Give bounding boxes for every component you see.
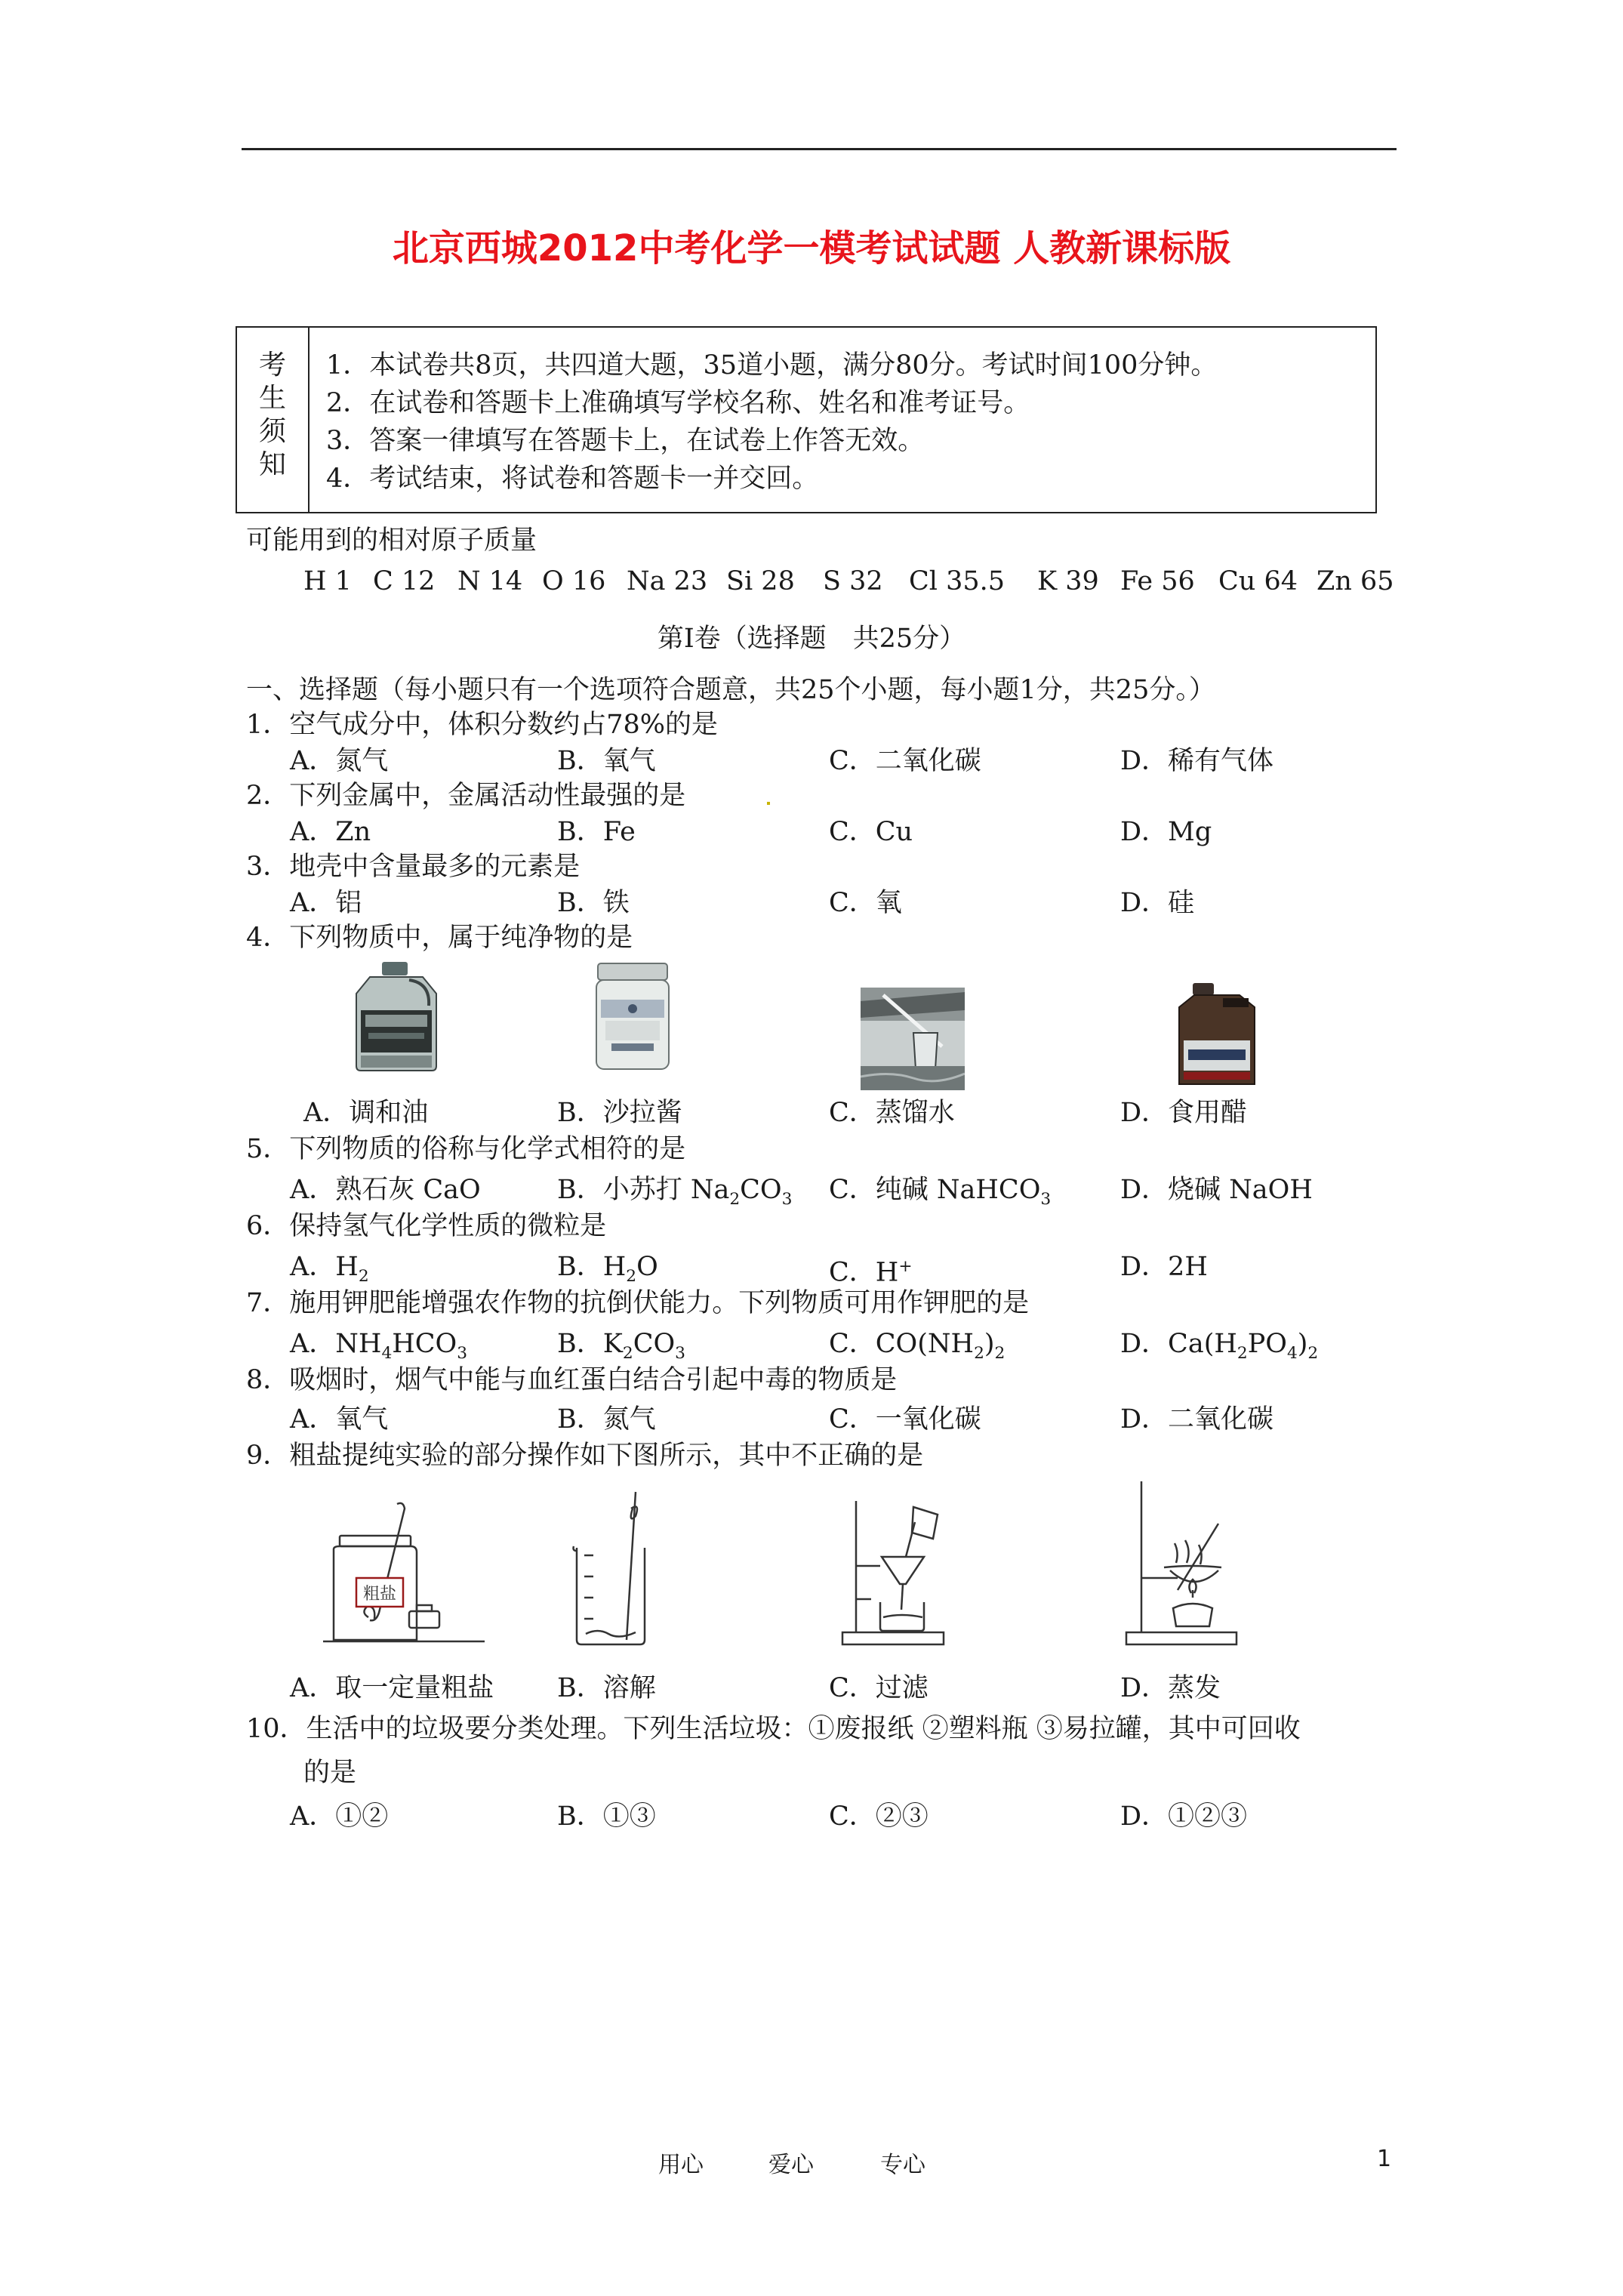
notice-item: 4．考试结束，将试卷和答题卡一并交回。 — [326, 464, 819, 494]
option-a: A．铝 — [290, 888, 362, 918]
atomic-mass: Fe 56 — [1120, 566, 1195, 596]
atomic-mass: K 39 — [1037, 566, 1099, 596]
option-c: C．Cu — [829, 817, 913, 847]
question-stem: 8．吸烟时，烟气中能与血红蛋白结合引起中毒的物质是 — [246, 1365, 898, 1395]
atomic-mass-heading: 可能用到的相对原子质量 — [246, 525, 537, 556]
formula-text: ) — [1297, 1329, 1308, 1359]
option-d: D．蒸发 — [1120, 1673, 1221, 1703]
oil-bottle-image — [347, 960, 445, 1072]
atomic-mass: Si 28 — [726, 566, 795, 596]
option-c: C．过滤 — [829, 1673, 929, 1703]
option-c: C．②③ — [829, 1801, 929, 1832]
option-d: D．稀有气体 — [1120, 746, 1274, 776]
option-c: C．蒸馏水 — [829, 1098, 955, 1128]
option-a: A．氮气 — [290, 746, 389, 776]
question-stem: 6．保持氢气化学性质的微粒是 — [246, 1211, 607, 1241]
question-stem: 2．下列金属中，金属活动性最强的是 — [246, 781, 686, 811]
option-b: B．氧气 — [557, 746, 656, 776]
formula-superscript: + — [898, 1257, 913, 1276]
option-c — [829, 1173, 1051, 1216]
stray-dot — [767, 802, 770, 805]
formula-subscript: 2 — [358, 1267, 369, 1286]
option-b: B．Fe — [557, 817, 636, 847]
option-d: D．食用醋 — [1120, 1098, 1248, 1128]
jar-label: 粗盐 — [362, 1585, 397, 1604]
option-a: A．取一定量粗盐 — [290, 1673, 494, 1703]
formula-text: CO — [740, 1175, 782, 1205]
header-rule — [242, 148, 1397, 150]
formula-text: PO — [1247, 1329, 1287, 1359]
option-a: A．①② — [290, 1801, 389, 1832]
formula-subscript: 2 — [729, 1190, 741, 1209]
question-stem: 10．生活中的垃圾要分类处理。下列生活垃圾：①废报纸 ②塑料瓶 ③易拉罐，其中可回收 — [246, 1714, 1301, 1744]
atomic-mass: H 1 — [303, 566, 352, 596]
formula-subscript: 2 — [994, 1344, 1006, 1363]
option-c: C．二氧化碳 — [829, 746, 981, 776]
formula-text: HCO — [392, 1329, 457, 1359]
formula-text: C．H — [829, 1257, 899, 1288]
option-d: D．2H — [1120, 1252, 1208, 1282]
formula-subscript: 2 — [1307, 1344, 1319, 1363]
notice-label — [255, 349, 290, 482]
option-c — [829, 1250, 912, 1290]
atomic-mass: O 16 — [542, 566, 606, 596]
question-stem: 7．施用钾肥能增强农作物的抗倒伏能力。下列物质可用作钾肥的是 — [246, 1288, 1030, 1318]
formula-subscript: 3 — [457, 1344, 468, 1363]
notice-item: 1．本试卷共8页，共四道大题，35道小题，满分80分。考试时间100分钟。 — [326, 350, 1218, 381]
option-a: A．熟石灰 CaO — [290, 1175, 481, 1205]
footer-motto: 用心 — [658, 2152, 704, 2178]
formula-text: B．小苏打 Na — [557, 1175, 730, 1205]
option-b: B．溶解 — [557, 1673, 656, 1703]
evaporation-diagram — [1125, 1480, 1238, 1647]
footer-motto: 专心 — [880, 2152, 925, 2178]
option-c: C．一氧化碳 — [829, 1404, 981, 1435]
formula-text: B．K — [557, 1329, 623, 1359]
atomic-mass: Cu 64 — [1218, 566, 1298, 596]
footer-motto: 爱心 — [768, 2152, 814, 2178]
option-d: D．①②③ — [1120, 1801, 1248, 1832]
notice-label-char: 须 — [258, 416, 286, 447]
formula-subscript: 2 — [626, 1267, 637, 1286]
option-a: A．氧气 — [290, 1404, 389, 1435]
atomic-mass: S 32 — [823, 566, 883, 596]
formula-text: A．H — [290, 1252, 359, 1282]
notice-label-char: 考 — [258, 350, 286, 381]
dissolving-beaker-diagram — [571, 1486, 649, 1647]
formula-subscript: 3 — [781, 1190, 793, 1209]
option-b: B．氮气 — [557, 1404, 656, 1435]
option-d: D．Mg — [1120, 817, 1212, 847]
formula-text: CO — [633, 1329, 676, 1359]
formula-subscript: 3 — [1040, 1190, 1052, 1209]
distilled-water-image — [861, 988, 965, 1090]
formula-text: A．NH — [290, 1329, 382, 1359]
vinegar-jug-image — [1169, 982, 1265, 1087]
question-stem: 1．空气成分中，体积分数约占78%的是 — [246, 710, 719, 740]
option-b: B．沙拉酱 — [557, 1098, 682, 1128]
notice-label-char: 知 — [258, 449, 286, 480]
salad-dressing-jar-image — [593, 962, 672, 1072]
formula-text: C．纯碱 NaHCO — [829, 1175, 1041, 1205]
formula-subscript: 2 — [622, 1344, 633, 1363]
question-stem: 3．地壳中含量最多的元素是 — [246, 852, 581, 882]
formula-text: D．Ca(H — [1120, 1329, 1237, 1359]
formula-text: ) — [984, 1329, 995, 1359]
atomic-mass: Cl 35.5 — [909, 566, 1006, 596]
option-b: B．①③ — [557, 1801, 656, 1832]
option-d: D．二氧化碳 — [1120, 1404, 1274, 1435]
question-stem-continued: 的是 — [303, 1758, 357, 1788]
atomic-mass: Zn 65 — [1317, 566, 1394, 596]
atomic-mass: C 12 — [373, 566, 436, 596]
page-number: 1 — [1377, 2146, 1392, 2172]
atomic-mass: N 14 — [457, 566, 523, 596]
formula-subscript: 4 — [1286, 1344, 1298, 1363]
section-instruction: 一、选择题（每小题只有一个选项符合题意，共25个小题，每小题1分，共25分。） — [246, 675, 1215, 705]
salt-jar-spoon-diagram — [323, 1499, 485, 1650]
option-a: A．Zn — [290, 817, 371, 847]
formula-text: O — [636, 1252, 658, 1282]
page-title: 北京西城2012中考化学一模考试试题 人教新课标版 — [392, 227, 1231, 270]
formula-text: B．H — [557, 1252, 627, 1282]
question-stem: 4．下列物质中，属于纯净物的是 — [246, 923, 633, 953]
question-stem: 5．下列物质的俗称与化学式相符的是 — [246, 1134, 686, 1164]
atomic-mass: Na 23 — [627, 566, 708, 596]
notice-label-char: 生 — [258, 383, 286, 414]
formula-subscript: 2 — [1236, 1344, 1248, 1363]
option-b: B．铁 — [557, 888, 630, 918]
option-a: A．调和油 — [303, 1098, 429, 1128]
section-title: 第Ⅰ卷（选择题 共25分） — [657, 624, 966, 654]
option-d — [1120, 1327, 1318, 1370]
formula-text: C．CO(NH — [829, 1329, 975, 1359]
option-c: C．氧 — [829, 888, 902, 918]
option-d: D．烧碱 NaOH — [1120, 1175, 1313, 1205]
formula-subscript: 2 — [974, 1344, 984, 1363]
notice-item: 2．在试卷和答题卡上准确填写学校名称、姓名和准考证号。 — [326, 388, 1030, 418]
question-stem: 9．粗盐提纯实验的部分操作如下图所示，其中不正确的是 — [246, 1441, 924, 1471]
filtration-diagram — [841, 1499, 945, 1647]
notice-item: 3．答案一律填写在答题卡上，在试卷上作答无效。 — [326, 426, 925, 456]
option-d: D．硅 — [1120, 888, 1195, 918]
formula-subscript: 3 — [675, 1344, 685, 1363]
formula-subscript: 4 — [381, 1344, 393, 1363]
